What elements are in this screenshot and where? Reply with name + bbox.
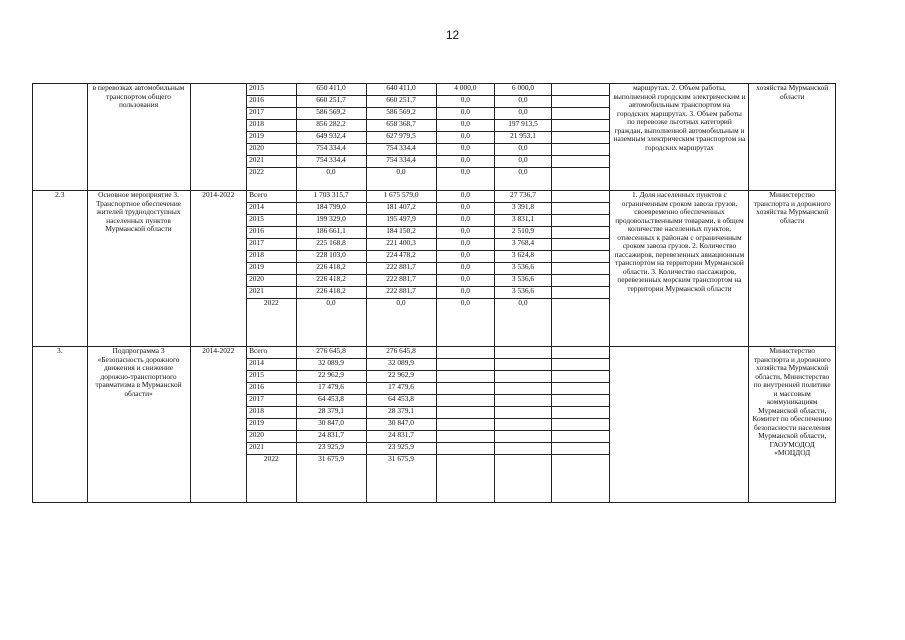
other-sources-cell xyxy=(495,431,552,443)
year-cell: 2016 xyxy=(247,383,296,395)
year-cell: Всего xyxy=(247,347,296,359)
extra-cell xyxy=(551,371,610,383)
extra-cell xyxy=(551,168,610,191)
federal-budget-cell: 0,0 xyxy=(436,227,495,239)
extra-cell xyxy=(551,275,610,287)
regional-budget-cell: 17 479,6 xyxy=(366,383,436,395)
federal-budget-cell xyxy=(436,455,495,503)
extra-cell xyxy=(551,239,610,251)
other-sources-cell xyxy=(495,407,552,419)
federal-budget-cell xyxy=(436,419,495,431)
table-row xyxy=(33,84,836,96)
row-number-cell: 3. xyxy=(33,347,88,503)
year-cell: 2016 xyxy=(247,227,296,239)
row-number-cell: 2.3 xyxy=(33,191,88,347)
total-cell: 0,0 xyxy=(296,299,366,347)
other-sources-cell: 197 913,5 xyxy=(495,120,552,132)
other-sources-cell: 2 510,9 xyxy=(495,227,552,239)
year-cell: 2017 xyxy=(247,108,296,120)
extra-cell xyxy=(551,455,610,503)
row-number-cell xyxy=(33,84,88,191)
regional-budget-cell: 184 150,2 xyxy=(366,227,436,239)
executor-cell: Министерство транспорта и дорожного хозяйства Мурманской области xyxy=(749,191,836,347)
indicator-cell: 1. Доля населенных пунктов с ограниченным сроком завоза грузов, своевременно обеспеченных продовольственными товарами, в общем количестве населенных пунктов, отнесенных к районам с ограниченным сроком завоза грузов. 2. Количество пассажиров, перевезенных авиационным транспортом на территории Мурманской области. 3. Количество пассажиров, перевезенных морским транспортом на территории Мурманской области xyxy=(610,191,749,347)
extra-cell xyxy=(551,203,610,215)
total-cell: 226 418,2 xyxy=(296,287,366,299)
year-cell: 2014 xyxy=(247,203,296,215)
total-cell: 0,0 xyxy=(296,168,366,191)
other-sources-cell: 0,0 xyxy=(495,144,552,156)
regional-budget-cell: 32 089,9 xyxy=(366,359,436,371)
year-cell: 2019 xyxy=(247,132,296,144)
year-cell: 2020 xyxy=(247,275,296,287)
extra-cell xyxy=(551,443,610,455)
federal-budget-cell: 0,0 xyxy=(436,120,495,132)
regional-budget-cell: 221 400,3 xyxy=(366,239,436,251)
year-cell: 2022 xyxy=(247,299,296,347)
year-cell: 2021 xyxy=(247,443,296,455)
extra-cell xyxy=(551,144,610,156)
regional-budget-cell: 1 675 579,0 xyxy=(366,191,436,203)
total-cell: 660 251,7 xyxy=(296,96,366,108)
federal-budget-cell: 0,0 xyxy=(436,108,495,120)
other-sources-cell: 3 536,6 xyxy=(495,275,552,287)
regional-budget-cell: 627 979,5 xyxy=(366,132,436,144)
regional-budget-cell: 222 881,7 xyxy=(366,275,436,287)
year-cell: 2018 xyxy=(247,120,296,132)
total-cell: 225 168,8 xyxy=(296,239,366,251)
total-cell: 650 411,0 xyxy=(296,84,366,96)
total-cell: 856 282,2 xyxy=(296,120,366,132)
federal-budget-cell: 0,0 xyxy=(436,299,495,347)
other-sources-cell: 3 391,8 xyxy=(495,203,552,215)
total-cell: 226 418,2 xyxy=(296,263,366,275)
measure-name-cell: Подпрограмма 3 «Безопасность дорожного движения и снижение дорожно-транспортного травматизма в Мурманской области» xyxy=(87,347,190,503)
other-sources-cell xyxy=(495,371,552,383)
other-sources-cell xyxy=(495,347,552,359)
other-sources-cell: 3 536,6 xyxy=(495,263,552,275)
total-cell: 17 479,6 xyxy=(296,383,366,395)
other-sources-cell: 0,0 xyxy=(495,156,552,168)
period-cell: 2014-2022 xyxy=(190,347,247,503)
extra-cell xyxy=(551,383,610,395)
year-cell: 2015 xyxy=(247,84,296,96)
measure-name-cell: в перевозках автомобильным транспортом общего пользования xyxy=(87,84,190,191)
regional-budget-cell: 754 334,4 xyxy=(366,156,436,168)
total-cell: 649 932,4 xyxy=(296,132,366,144)
period-cell xyxy=(190,84,247,191)
extra-cell xyxy=(551,395,610,407)
total-cell: 64 453,8 xyxy=(296,395,366,407)
federal-budget-cell: 0,0 xyxy=(436,275,495,287)
extra-cell xyxy=(551,215,610,227)
other-sources-cell xyxy=(495,419,552,431)
year-cell: 2020 xyxy=(247,144,296,156)
regional-budget-cell: 23 925,9 xyxy=(366,443,436,455)
regional-budget-cell: 754 334,4 xyxy=(366,144,436,156)
extra-cell xyxy=(551,347,610,359)
year-cell: 2020 xyxy=(247,431,296,443)
federal-budget-cell: 0,0 xyxy=(436,96,495,108)
regional-budget-cell: 0,0 xyxy=(366,168,436,191)
program-table xyxy=(32,83,836,503)
federal-budget-cell xyxy=(436,443,495,455)
other-sources-cell: 0,0 xyxy=(495,299,552,347)
indicator-cell: маршрутах. 2. Объем работы, выполненной городским электрическим и автомобильным транспортом на городских маршрутах. 3. Объем работы по перевозке льготных категорий граждан, выполненной автомобильным и наземным электрическим транспортом на городских маршрутах xyxy=(610,84,749,191)
other-sources-cell xyxy=(495,383,552,395)
other-sources-cell xyxy=(495,455,552,503)
table-row xyxy=(33,347,836,359)
extra-cell xyxy=(551,359,610,371)
federal-budget-cell: 0,0 xyxy=(436,156,495,168)
total-cell: 23 925,9 xyxy=(296,443,366,455)
federal-budget-cell: 0,0 xyxy=(436,132,495,144)
regional-budget-cell: 28 379,1 xyxy=(366,407,436,419)
regional-budget-cell: 24 831,7 xyxy=(366,431,436,443)
extra-cell xyxy=(551,191,610,203)
other-sources-cell: 3 768,4 xyxy=(495,239,552,251)
regional-budget-cell: 22 962,9 xyxy=(366,371,436,383)
page-number: 12 xyxy=(445,28,460,42)
year-cell: 2021 xyxy=(247,156,296,168)
total-cell: 184 799,0 xyxy=(296,203,366,215)
federal-budget-cell xyxy=(436,431,495,443)
total-cell: 276 645,8 xyxy=(296,347,366,359)
federal-budget-cell: 0,0 xyxy=(436,144,495,156)
total-cell: 228 103,0 xyxy=(296,251,366,263)
total-cell: 28 379,1 xyxy=(296,407,366,419)
other-sources-cell xyxy=(495,359,552,371)
other-sources-cell: 0,0 xyxy=(495,108,552,120)
table-row xyxy=(33,191,836,203)
other-sources-cell: 0,0 xyxy=(495,168,552,191)
regional-budget-cell: 181 407,2 xyxy=(366,203,436,215)
extra-cell xyxy=(551,227,610,239)
total-cell: 31 675,9 xyxy=(296,455,366,503)
year-cell: 2017 xyxy=(247,395,296,407)
federal-budget-cell: 0,0 xyxy=(436,215,495,227)
federal-budget-cell: 4 000,0 xyxy=(436,84,495,96)
total-cell: 22 962,9 xyxy=(296,371,366,383)
measure-name-cell: Основное мероприятие 3. Транспортное обеспечение жителей труднодоступных населенных пунктов Мурманской области xyxy=(87,191,190,347)
year-cell: 2014 xyxy=(247,359,296,371)
other-sources-cell: 21 953,1 xyxy=(495,132,552,144)
other-sources-cell xyxy=(495,395,552,407)
period-cell: 2014-2022 xyxy=(190,191,247,347)
total-cell: 754 334,4 xyxy=(296,156,366,168)
other-sources-cell xyxy=(495,443,552,455)
federal-budget-cell: 0,0 xyxy=(436,168,495,191)
year-cell: 2018 xyxy=(247,407,296,419)
total-cell: 199 329,0 xyxy=(296,215,366,227)
regional-budget-cell: 195 497,9 xyxy=(366,215,436,227)
regional-budget-cell: 224 478,2 xyxy=(366,251,436,263)
regional-budget-cell: 586 569,2 xyxy=(366,108,436,120)
extra-cell xyxy=(551,132,610,144)
regional-budget-cell: 222 881,7 xyxy=(366,263,436,275)
federal-budget-cell xyxy=(436,359,495,371)
year-cell: 2018 xyxy=(247,251,296,263)
extra-cell xyxy=(551,96,610,108)
year-cell: 2021 xyxy=(247,287,296,299)
other-sources-cell: 0,0 xyxy=(495,96,552,108)
federal-budget-cell: 0,0 xyxy=(436,263,495,275)
year-cell: Всего xyxy=(247,191,296,203)
federal-budget-cell xyxy=(436,407,495,419)
federal-budget-cell: 0,0 xyxy=(436,239,495,251)
extra-cell xyxy=(551,251,610,263)
regional-budget-cell: 222 881,7 xyxy=(366,287,436,299)
other-sources-cell: 3 831,1 xyxy=(495,215,552,227)
other-sources-cell: 6 000,0 xyxy=(495,84,552,96)
year-cell: 2022 xyxy=(247,455,296,503)
federal-budget-cell xyxy=(436,347,495,359)
extra-cell xyxy=(551,108,610,120)
year-cell: 2017 xyxy=(247,239,296,251)
regional-budget-cell: 30 847,0 xyxy=(366,419,436,431)
executor-cell: Министерство транспорта и дорожного хозяйства Мурманской области, Министерство по внутренней политике и массовым коммуникациям Мурманской области, Комитет по обеспечению безопасности населения Мурманской области, ГАОУМОДОД «МОЦДОД xyxy=(749,347,836,503)
regional-budget-cell: 276 645,8 xyxy=(366,347,436,359)
other-sources-cell: 3 624,8 xyxy=(495,251,552,263)
year-cell: 2016 xyxy=(247,96,296,108)
total-cell: 1 703 315,7 xyxy=(296,191,366,203)
year-cell: 2015 xyxy=(247,215,296,227)
total-cell: 32 089,9 xyxy=(296,359,366,371)
year-cell: 2022 xyxy=(247,168,296,191)
extra-cell xyxy=(551,263,610,275)
extra-cell xyxy=(551,84,610,96)
extra-cell xyxy=(551,299,610,347)
other-sources-cell: 3 536,6 xyxy=(495,287,552,299)
other-sources-cell: 27 736,7 xyxy=(495,191,552,203)
extra-cell xyxy=(551,156,610,168)
regional-budget-cell: 0,0 xyxy=(366,299,436,347)
regional-budget-cell: 660 251,7 xyxy=(366,96,436,108)
indicator-cell xyxy=(610,347,749,503)
extra-cell xyxy=(551,407,610,419)
federal-budget-cell: 0,0 xyxy=(436,203,495,215)
total-cell: 586 569,2 xyxy=(296,108,366,120)
regional-budget-cell: 31 675,9 xyxy=(366,455,436,503)
extra-cell xyxy=(551,120,610,132)
extra-cell xyxy=(551,419,610,431)
extra-cell xyxy=(551,287,610,299)
year-cell: 2015 xyxy=(247,371,296,383)
year-cell: 2019 xyxy=(247,419,296,431)
federal-budget-cell: 0,0 xyxy=(436,251,495,263)
executor-cell: хозяйства Мурманской области xyxy=(749,84,836,191)
extra-cell xyxy=(551,431,610,443)
year-cell: 2019 xyxy=(247,263,296,275)
federal-budget-cell xyxy=(436,395,495,407)
total-cell: 30 847,0 xyxy=(296,419,366,431)
regional-budget-cell: 64 453,8 xyxy=(366,395,436,407)
federal-budget-cell xyxy=(436,371,495,383)
regional-budget-cell: 640 411,0 xyxy=(366,84,436,96)
regional-budget-cell: 658 368,7 xyxy=(366,120,436,132)
federal-budget-cell xyxy=(436,383,495,395)
total-cell: 24 831,7 xyxy=(296,431,366,443)
total-cell: 754 334,4 xyxy=(296,144,366,156)
federal-budget-cell: 0,0 xyxy=(436,191,495,203)
total-cell: 226 418,2 xyxy=(296,275,366,287)
total-cell: 186 661,1 xyxy=(296,227,366,239)
federal-budget-cell: 0,0 xyxy=(436,287,495,299)
